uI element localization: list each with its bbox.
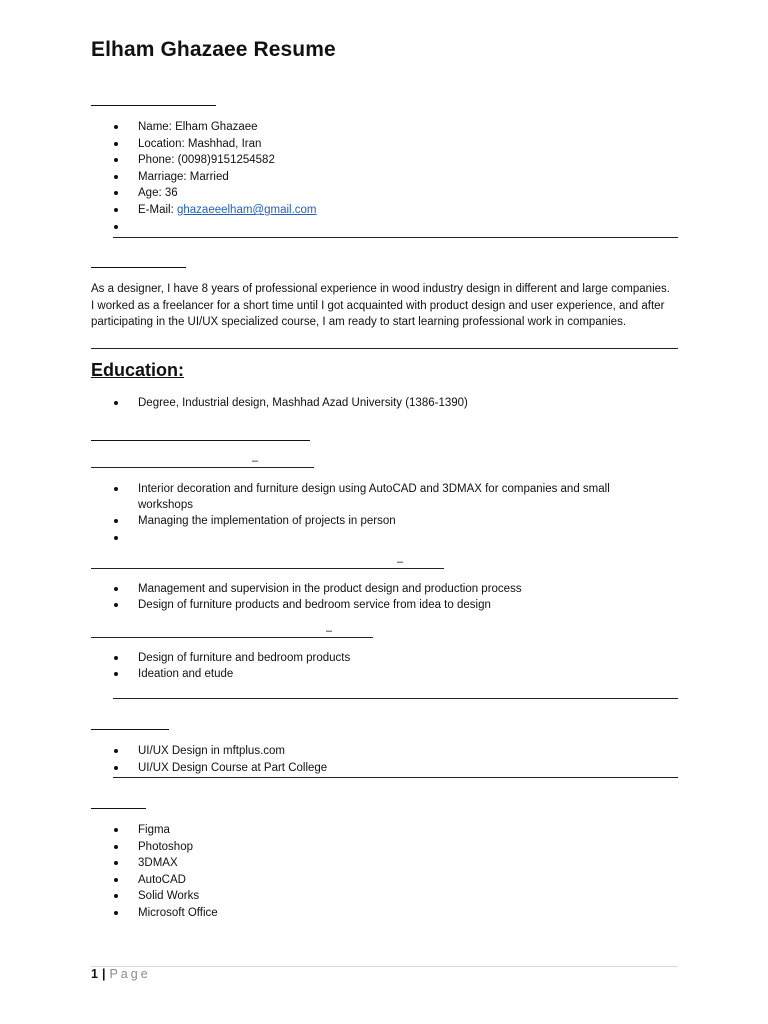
footer-divider [91, 966, 678, 967]
section-divider [91, 348, 678, 349]
resume-title: Elham Ghazaee Resume [91, 38, 336, 61]
footer-separator: | [101, 967, 106, 981]
job3-title-underline [91, 637, 373, 638]
page-footer [91, 967, 151, 981]
email-label: E-Mail: [138, 204, 177, 216]
job1-dash: – [252, 455, 259, 467]
summary-paragraph: As a designer, I have 8 years of professional experience in wood industry design in different and large companies. I worked as a freelancer for a short time until I got acquainted with product design and user experience, and after participating in the UI/UX specialized course, I am ready to start learning professional work in companies. [91, 283, 670, 328]
email-link[interactable]: ghazaeeelham@gmail.com [176, 204, 317, 216]
section-divider [113, 698, 678, 699]
section-divider [113, 237, 678, 238]
personal-heading-underline [91, 105, 216, 106]
page-label: Page [109, 967, 151, 981]
education-heading: Education: [91, 360, 184, 380]
job2-dash: – [397, 556, 404, 568]
skills-heading-underline [91, 808, 146, 809]
summary-heading-underline [91, 267, 186, 268]
page-number: 1 [91, 967, 98, 981]
courses-heading-underline [91, 729, 169, 730]
section-divider [113, 777, 678, 778]
job3-dash: – [326, 625, 333, 637]
job1-title-underline [91, 467, 314, 468]
job2-title-underline [91, 568, 444, 569]
experience-heading-underline [91, 440, 310, 441]
